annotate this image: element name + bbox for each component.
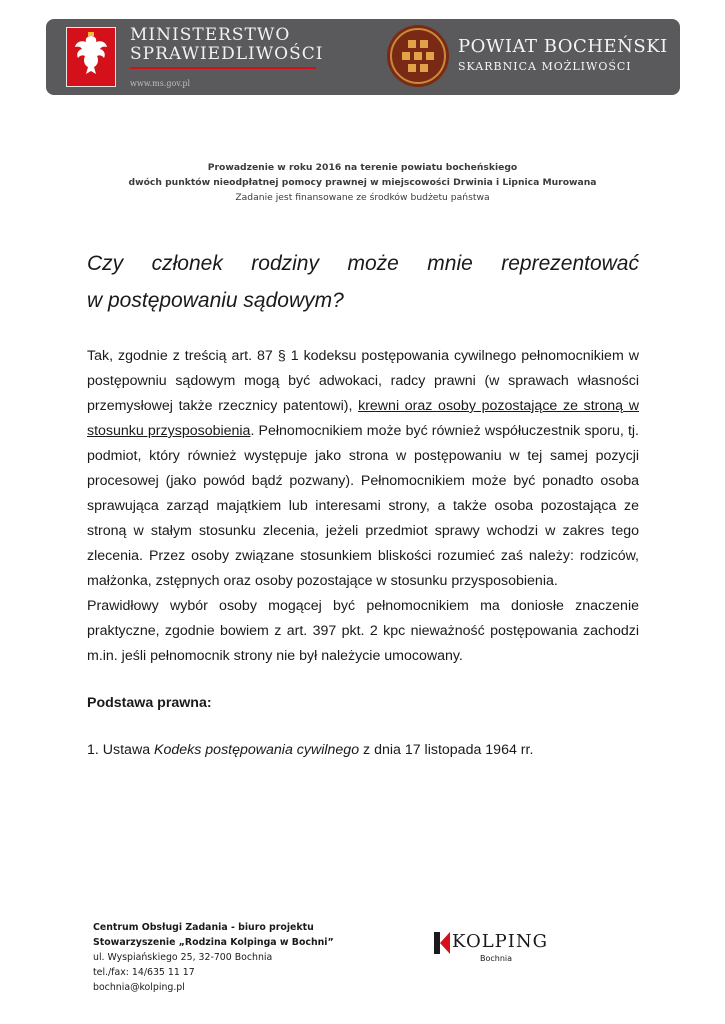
ministry-divider	[130, 67, 316, 69]
title-line1: Czy członek rodziny może mnie reprezentować	[87, 252, 639, 275]
kolping-k-icon	[434, 932, 450, 954]
paragraph-1	[87, 344, 639, 594]
ministry-line2: SPRAWIEDLIWOŚCI	[130, 44, 324, 64]
bochnia-county-logo-icon	[386, 24, 450, 88]
ministry-url: www.ms.gov.pl	[130, 79, 191, 88]
footer-phone: tel./fax: 14/635 11 17	[93, 967, 195, 978]
project-info	[0, 160, 725, 205]
document-body	[87, 344, 639, 669]
footer-email: bochnia@kolping.pl	[93, 982, 185, 993]
project-line2: dwóch punktów nieodpłatnej pomocy prawnej w miejscowości Drwinia i Lipnica Murowana	[128, 177, 597, 188]
project-line1: Prowadzenie w roku 2016 na terenie powiatu bocheńskiego	[207, 162, 518, 173]
county-subtitle: SKARBNICA MOŻLIWOŚCI	[458, 60, 632, 73]
kolping-sub: Bochnia	[480, 954, 513, 963]
ministry-line1: MINISTERSTWO	[130, 25, 291, 45]
legal-item-title: Kodeks postępowania cywilnego	[154, 742, 360, 758]
header-banner	[46, 19, 680, 95]
kolping-word: KOLPING	[452, 931, 549, 952]
footer-line1: Centrum Obsługi Zadania - biuro projektu	[93, 922, 314, 933]
county-name	[458, 37, 668, 74]
legal-item-suffix: z dnia 17 listopada 1964 rr.	[359, 742, 534, 758]
legal-basis-heading: Podstawa prawna:	[87, 695, 212, 711]
county-title: POWIAT BOCHEŃSKI	[458, 36, 668, 57]
underlined-phrase: krewni oraz osoby pozostające ze stroną w stosunku przysposobienia	[87, 398, 640, 439]
ministry-name	[130, 26, 323, 64]
polish-eagle-emblem-icon	[66, 27, 116, 87]
footer-address: ul. Wyspiańskiego 25, 32-700 Bochnia	[93, 952, 273, 963]
document-title	[87, 245, 639, 319]
paragraph-2: Prawidłowy wybór osoby mogącej być pełnomocnikiem ma doniosłe znaczenie praktyczne, zgodnie bowiem z art. 397 pkt. 2 kpc nieważność postępowania zachodzi m.in. jeśli pełnomocnik strony nie był należycie umocowany.	[87, 598, 639, 664]
legal-basis-item	[87, 742, 533, 758]
paragraph-1-rest: . Pełnomocnikiem może być również współuczestnik sporu, tj. podmiot, który również występuje jako strona w postępowaniu w tej samej pozycji procesowej (jako powód bądź pozwany). Pełnomocnikiem może być ponadto osoba sprawująca zarząd majątkiem lub interesami strony, a także osoba pozostająca ze stroną w stałym stosunku zlecenia, jeżeli przedmiot sprawy wchodzi w zakres tego zlecenia. Przez osoby związane stosunkiem bliskości rozumieć zaś należy: rodziców, małżonka, zstępnych oraz osoby pozostające w stosunku przysposobienia.	[87, 423, 639, 589]
title-line2: w postępowaniu sądowym?	[87, 289, 344, 312]
paragraph-1-start: Tak, zgodnie z treścią art. 87 § 1 kodeksu postępowania cywilnego pełnomocnikiem w postępowniu sądowym mogą być adwokaci, radcy prawni (w sprawach własności przemysłowej także rzecznicy patentowi),	[87, 348, 639, 414]
project-line3: Zadanie jest finansowane ze środków budżetu państwa	[235, 192, 490, 203]
footer-line2: Stowarzyszenie „Rodzina Kolpinga w Bochni”	[93, 937, 334, 948]
legal-item-prefix: 1. Ustawa	[87, 742, 155, 758]
kolping-logo	[434, 930, 564, 966]
footer-contact	[93, 920, 334, 995]
